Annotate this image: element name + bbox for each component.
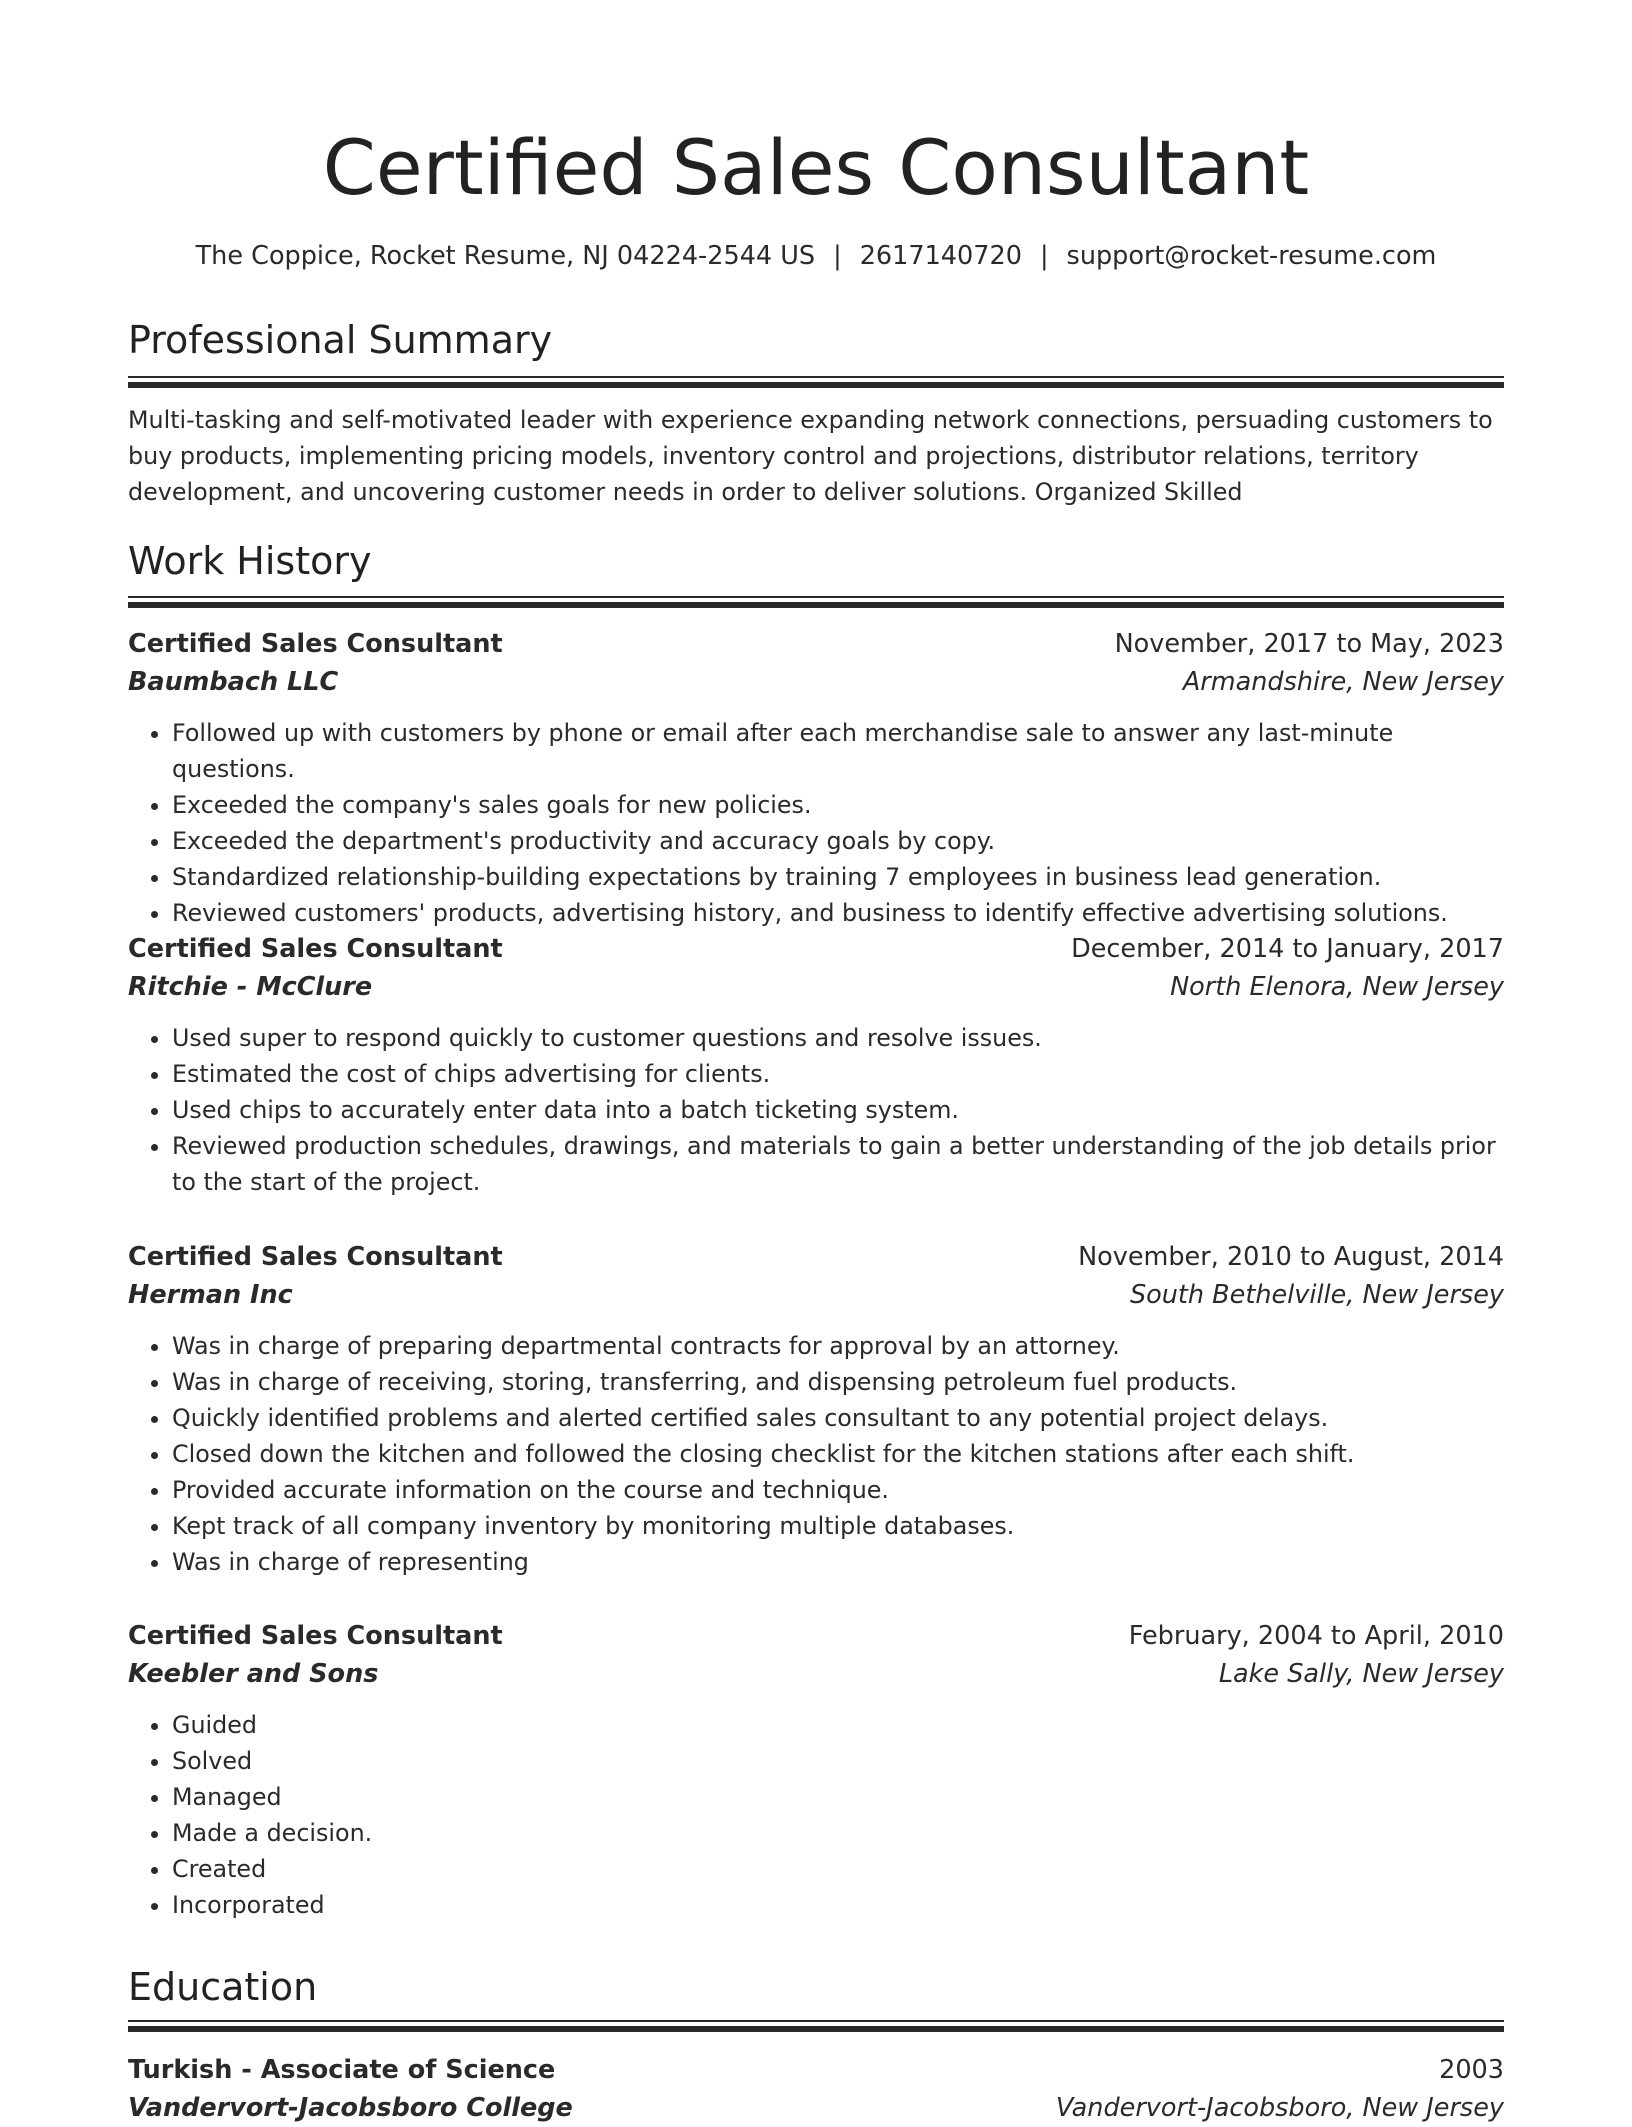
job-bullet: • Created (172, 1851, 1504, 1887)
job-bullet-list (128, 1707, 1504, 1923)
job-title: Certified Sales Consultant (128, 934, 503, 964)
contact-separator: | (1039, 241, 1049, 271)
job-dates: December, 2014 to January, 2017 (1071, 934, 1504, 964)
education-location: Vandervort-Jacobsboro, New Jersey (1055, 2093, 1504, 2123)
job-bullet: • Guided (172, 1707, 1504, 1743)
job-bullet: • Reviewed production schedules, drawings, and materials to gain a better understanding of the job details prior to the start of the project. (172, 1128, 1504, 1200)
contact-address: The Coppice, Rocket Resume, NJ 04224-2544 US (195, 241, 816, 271)
job-entry (128, 930, 1504, 1200)
contact-email[interactable]: support@rocket-resume.com (1066, 241, 1437, 271)
job-location: Lake Sally, New Jersey (1218, 1659, 1504, 1689)
job-bullet: • Used super to respond quickly to customer questions and resolve issues. (172, 1020, 1504, 1056)
job-bullet: • Made a decision. (172, 1815, 1504, 1851)
job-entry (128, 625, 1504, 931)
section-divider (128, 376, 1504, 388)
job-company: Ritchie - McClure (128, 972, 373, 1002)
section-divider (128, 2020, 1504, 2032)
job-bullet: • Kept track of all company inventory by monitoring multiple databases. (172, 1508, 1504, 1544)
resume-title: Certified Sales Consultant (322, 123, 1310, 212)
job-title: Certified Sales Consultant (128, 1242, 503, 1272)
education-degree: Turkish - Associate of Science (128, 2055, 556, 2085)
job-bullet: • Was in charge of representing (172, 1544, 1504, 1580)
job-dates: February, 2004 to April, 2010 (1128, 1621, 1504, 1651)
job-location: Armandshire, New Jersey (1182, 667, 1504, 697)
section-heading-education: Education (128, 1965, 318, 2009)
job-dates: November, 2017 to May, 2023 (1114, 629, 1504, 659)
job-bullet-list (128, 1328, 1504, 1580)
job-entry (128, 1617, 1504, 1923)
job-bullet: • Standardized relationship-building expectations by training 7 employees in business lead generation. (172, 859, 1504, 895)
job-bullet: • Solved (172, 1743, 1504, 1779)
education-school: Vandervort-Jacobsboro College (128, 2093, 573, 2123)
job-bullet: • Incorporated (172, 1887, 1504, 1923)
section-heading-summary: Professional Summary (128, 318, 553, 362)
job-bullet: • Used chips to accurately enter data into a batch ticketing system. (172, 1092, 1504, 1128)
job-company: Baumbach LLC (128, 667, 339, 697)
job-bullet: • Closed down the kitchen and followed the closing checklist for the kitchen stations after each shift. (172, 1436, 1504, 1472)
job-bullet-list (128, 715, 1504, 931)
job-bullet: • Followed up with customers by phone or email after each merchandise sale to answer any last-minute questions. (172, 715, 1504, 787)
job-bullet: • Reviewed customers' products, advertising history, and business to identify effective advertising solutions. (172, 895, 1504, 931)
summary-text: Multi-tasking and self-motivated leader with experience expanding network connections, persuading customers to buy products, implementing pricing models, inventory control and projections, distributor relations, territory development, and uncovering customer needs in order to deliver solutions. Organized Skilled (128, 406, 1493, 506)
job-title: Certified Sales Consultant (128, 1621, 503, 1651)
job-company: Herman Inc (128, 1280, 293, 1310)
job-entry (128, 1238, 1504, 1580)
contact-phone: 2617140720 (859, 241, 1022, 271)
job-bullet: • Exceeded the company's sales goals for new policies. (172, 787, 1504, 823)
section-divider (128, 596, 1504, 608)
job-bullet: • Quickly identified problems and alerted certified sales consultant to any potential project delays. (172, 1400, 1504, 1436)
job-bullet: • Exceeded the department's productivity and accuracy goals by copy. (172, 823, 1504, 859)
education-entry (128, 2051, 1504, 2127)
job-company: Keebler and Sons (128, 1659, 379, 1689)
education-year: 2003 (1439, 2055, 1504, 2085)
job-location: South Bethelville, New Jersey (1129, 1280, 1504, 1310)
job-bullet: • Estimated the cost of chips advertising for clients. (172, 1056, 1504, 1092)
job-bullet: • Provided accurate information on the course and technique. (172, 1472, 1504, 1508)
job-bullet-list (128, 1020, 1504, 1200)
contact-separator: | (833, 241, 842, 271)
job-title: Certified Sales Consultant (128, 629, 503, 659)
contact-line (128, 236, 1504, 276)
job-bullet: • Managed (172, 1779, 1504, 1815)
job-bullet: • Was in charge of receiving, storing, transferring, and dispensing petroleum fuel products. (172, 1364, 1504, 1400)
job-dates: November, 2010 to August, 2014 (1078, 1242, 1504, 1272)
job-bullet: • Was in charge of preparing departmental contracts for approval by an attorney. (172, 1328, 1504, 1364)
section-heading-work-history: Work History (128, 539, 372, 583)
job-location: North Elenora, New Jersey (1170, 972, 1504, 1002)
